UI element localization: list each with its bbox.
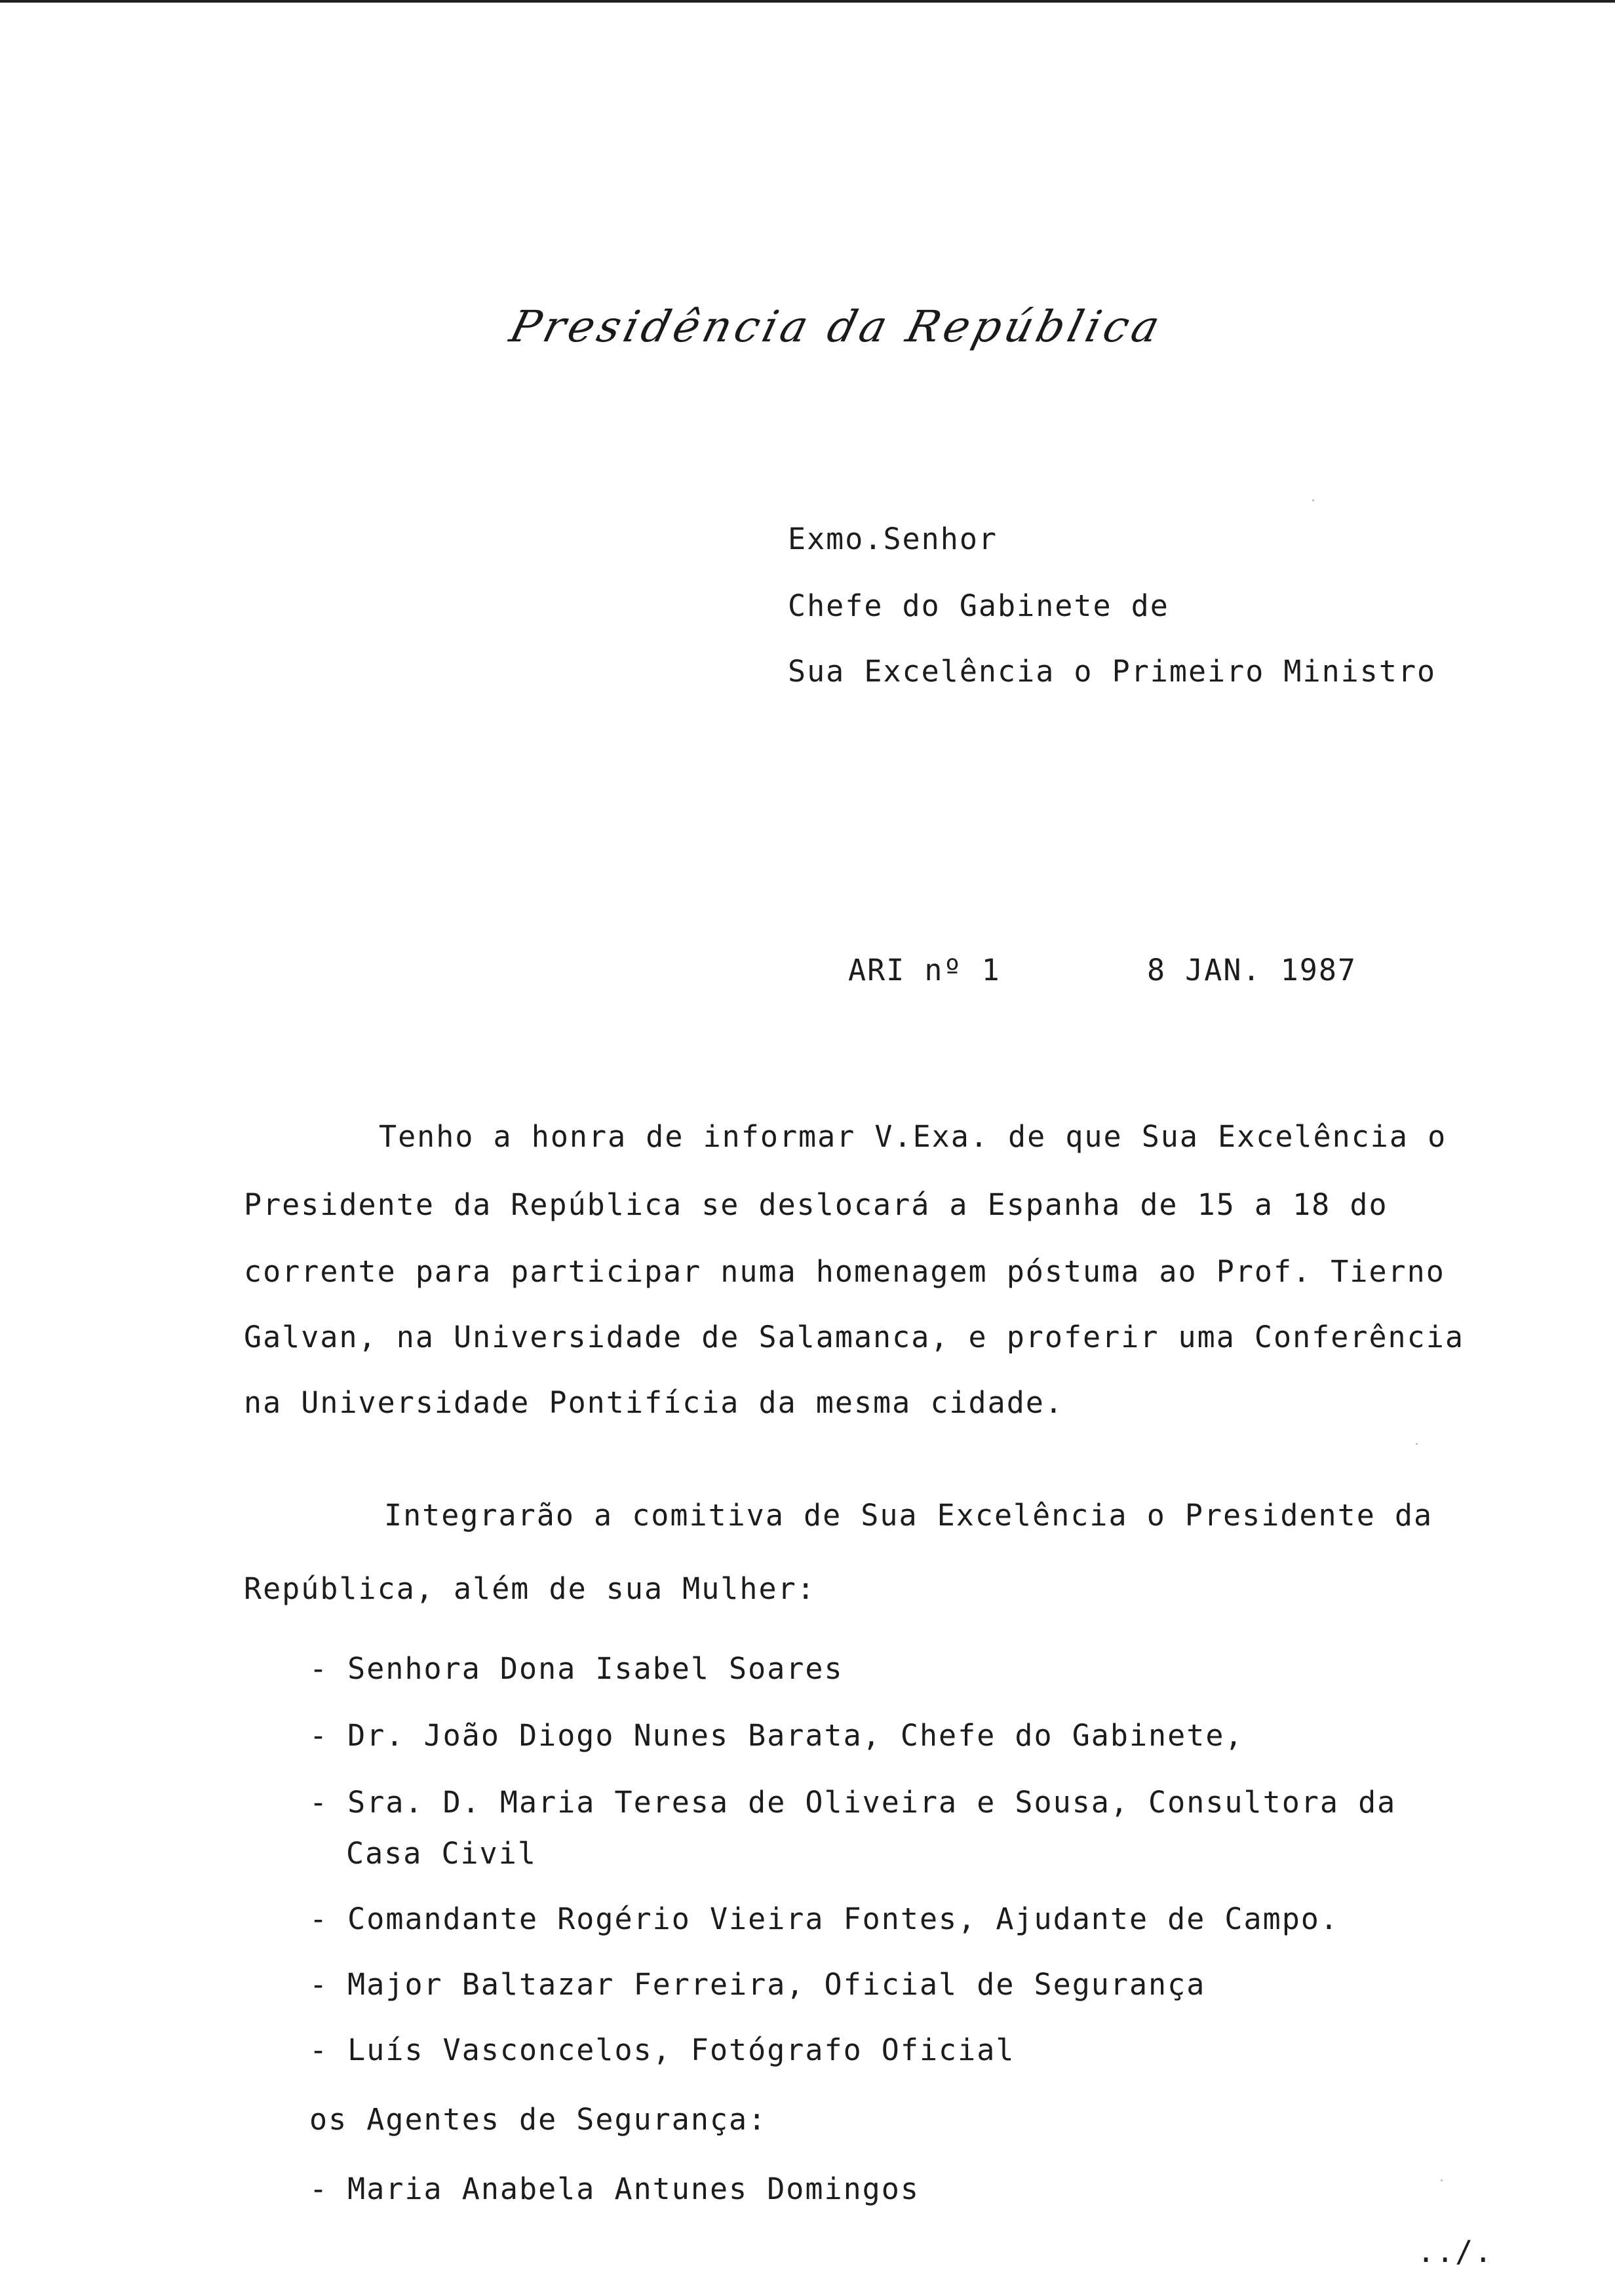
scan-speck — [1416, 1443, 1418, 1445]
paragraph1-line: Galvan, na Universidade de Salamanca, e proferir uma Conferência — [244, 1320, 1464, 1354]
entourage-item: - Sra. D. Maria Teresa de Oliveira e Sousa, Consultora da — [309, 1785, 1397, 1820]
paragraph2-line: Integrarão a comitiva de Sua Excelência o Presidente da — [384, 1498, 1433, 1533]
entourage-item: - Major Baltazar Ferreira, Oficial de Segurança — [309, 1967, 1206, 2002]
addressee-line: Chefe do Gabinete de — [788, 588, 1169, 623]
entourage-item: - Comandante Rogério Vieira Fontes, Ajudante de Campo. — [309, 1902, 1339, 1936]
scan-speck — [1312, 499, 1314, 501]
paragraph1-line: na Universidade Pontifícia da mesma cidade. — [244, 1385, 1064, 1420]
paragraph2-line: República, além de sua Mulher: — [244, 1571, 816, 1606]
security-agent-item: - Maria Anabela Antunes Domingos — [309, 2172, 920, 2206]
page-continuation-mark: ../. — [1417, 2234, 1494, 2269]
paragraph1-line: corrente para participar numa homenagem póstuma ao Prof. Tierno — [244, 1254, 1445, 1289]
letterhead: Presidência da República — [505, 301, 1169, 352]
entourage-item: - Dr. João Diogo Nunes Barata, Chefe do Gabinete, — [309, 1718, 1244, 1753]
letter-date: 8 JAN. 1987 — [1147, 953, 1357, 987]
security-heading: os Agentes de Segurança: — [309, 2102, 768, 2137]
paragraph1-line: Presidente da República se deslocará a Espanha de 15 a 18 do — [244, 1187, 1388, 1222]
addressee-line: Sua Excelência o Primeiro Ministro — [788, 654, 1437, 689]
addressee-line: Exmo.Senhor — [788, 522, 998, 556]
reference-number: ARI nº 1 — [848, 953, 1001, 987]
entourage-item-continuation: Casa Civil — [346, 1836, 537, 1871]
entourage-item: - Senhora Dona Isabel Soares — [309, 1651, 844, 1686]
scan-speck — [1441, 2179, 1443, 2181]
scan-top-border — [0, 0, 1615, 3]
paragraph1-line: Tenho a honra de informar V.Exa. de que Sua Excelência o — [379, 1119, 1447, 1154]
entourage-item: - Luís Vasconcelos, Fotógrafo Oficial — [309, 2033, 1015, 2067]
